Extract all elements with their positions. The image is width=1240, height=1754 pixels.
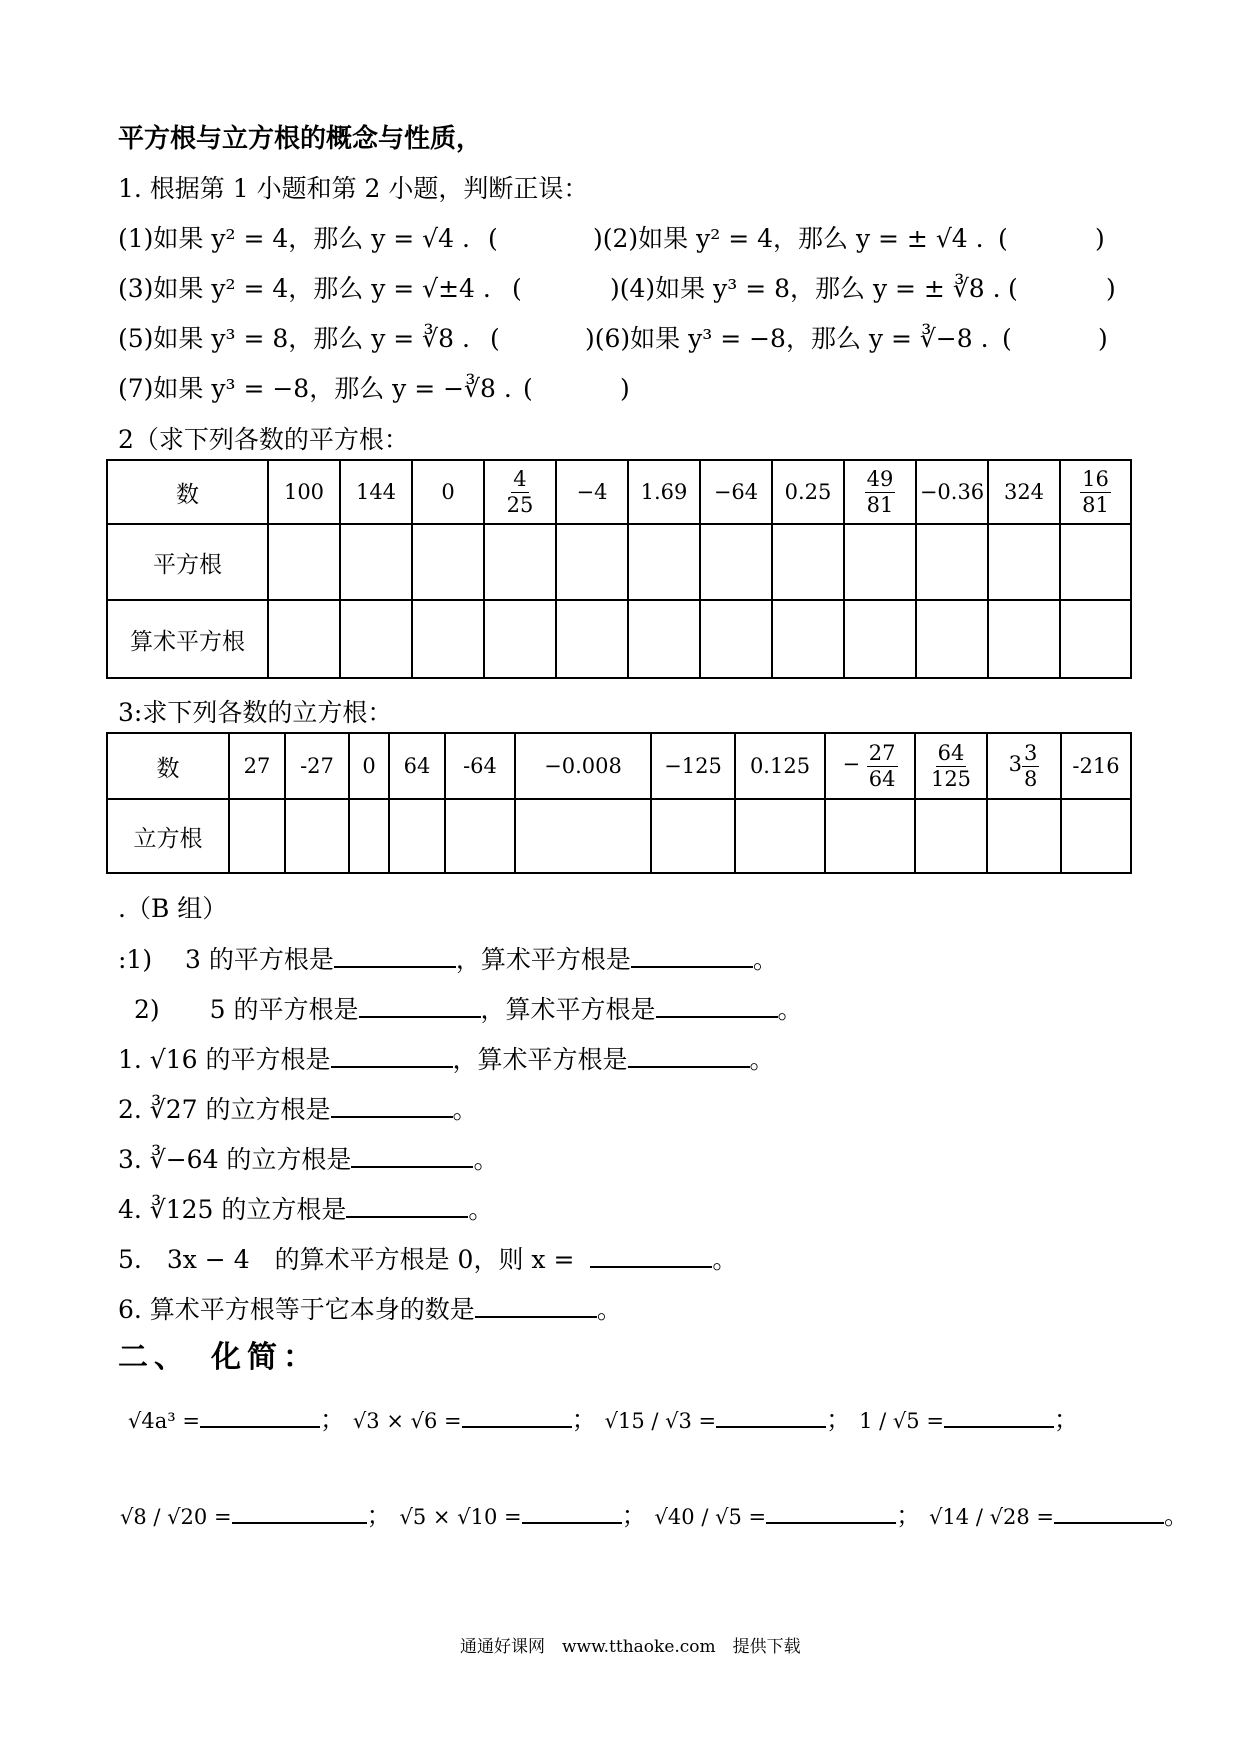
q1-item-1: (1)如果 y² = 4，那么 y = √4 . <box>118 224 470 253</box>
expression: 1 / √5 = <box>859 1409 944 1433</box>
answer-cell[interactable] <box>484 600 556 678</box>
answer-cell[interactable] <box>844 524 916 600</box>
fraction: $\frac{64}{125}$ <box>930 741 972 791</box>
b-problem-1: 1. √16 的平方根是 ，算术平方根是 。 <box>118 1045 775 1074</box>
number-cell: −4 <box>556 460 628 524</box>
answer-cell[interactable] <box>340 524 412 600</box>
cube-root-table <box>106 732 1132 874</box>
table-row <box>107 733 1131 799</box>
row-header: 立方根 <box>107 799 229 873</box>
answer-cell[interactable] <box>556 524 628 600</box>
b-question-1: :1) 3 的平方根是 ，算术平方根是 。 <box>118 945 778 974</box>
b-problem-4: 4. ∛125 的立方根是 。 <box>118 1195 494 1224</box>
answer-cell[interactable] <box>700 600 772 678</box>
q1-paren-3-open: ( <box>512 274 522 303</box>
answer-cell[interactable] <box>340 600 412 678</box>
answer-cell[interactable] <box>412 600 484 678</box>
number-cell: 64 <box>389 733 445 799</box>
answer-blank[interactable] <box>766 1500 896 1524</box>
answer-blank[interactable] <box>590 1244 712 1268</box>
q1-paren-5-open: ( <box>490 324 500 353</box>
q1-item-6: )(6)如果 y³ = −8，那么 y = ∛−8 . <box>585 324 989 353</box>
answer-cell[interactable] <box>484 524 556 600</box>
q1-paren-4-close: ) <box>1106 274 1116 303</box>
answer-cell[interactable] <box>988 524 1060 600</box>
number-cell: 0.25 <box>772 460 844 524</box>
q1-item-5: (5)如果 y³ = 8，那么 y = ∛8 . <box>118 324 470 353</box>
q1-item-4: )(4)如果 y³ = 8，那么 y = ± ∛8 . <box>610 274 1001 303</box>
q1-item-7: (7)如果 y³ = −8，那么 y = −∛8 . <box>118 374 512 403</box>
number-cell: 0 <box>349 733 389 799</box>
answer-cell[interactable] <box>988 600 1060 678</box>
answer-blank[interactable] <box>334 944 456 968</box>
answer-cell[interactable] <box>772 524 844 600</box>
b-problem-5: 5. 3x − 4 的算术平方根是 0，则 x = 。 <box>118 1245 738 1274</box>
answer-cell[interactable] <box>1060 524 1131 600</box>
number-cell: -27 <box>285 733 349 799</box>
answer-cell[interactable] <box>987 799 1061 873</box>
number-cell: −125 <box>651 733 735 799</box>
answer-blank[interactable] <box>200 1404 320 1428</box>
answer-blank[interactable] <box>462 1404 572 1428</box>
answer-blank[interactable] <box>475 1294 597 1318</box>
row-header: 算术平方根 <box>107 600 268 678</box>
table-row <box>107 460 1131 524</box>
fraction: $\frac{16}{81}$ <box>1082 467 1109 517</box>
number-cell: -64 <box>445 733 515 799</box>
expression: √40 / √5 = <box>654 1505 767 1529</box>
fraction: $\frac{4}{25}$ <box>506 467 534 517</box>
table-row <box>107 600 1131 678</box>
number-cell: −0.008 <box>515 733 651 799</box>
number-cell <box>1060 460 1131 524</box>
answer-blank[interactable] <box>628 1044 750 1068</box>
q1-intro: 1. 根据第 1 小题和第 2 小题，判断正误： <box>118 174 589 203</box>
number-cell: 100 <box>268 460 340 524</box>
answer-cell[interactable] <box>825 799 915 873</box>
answer-cell[interactable] <box>916 524 988 600</box>
answer-cell[interactable] <box>1061 799 1131 873</box>
simplify-row-2: √8 / √20 = ； √5 × √10 = ； √40 / √5 = ； √14 / √28 = 。 <box>120 1501 1189 1530</box>
q1-paren-2-close: ) <box>1095 224 1105 253</box>
number-cell: 27 <box>229 733 285 799</box>
fraction: $\frac{49}{81}$ <box>866 467 894 517</box>
answer-blank[interactable] <box>351 1144 473 1168</box>
answer-cell[interactable] <box>915 799 987 873</box>
number-cell: 144 <box>340 460 412 524</box>
q1-paren-2-open: ( <box>998 224 1008 253</box>
row-header: 数 <box>107 460 268 524</box>
expression: √15 / √3 = <box>604 1409 717 1433</box>
answer-blank[interactable] <box>522 1500 622 1524</box>
answer-cell[interactable] <box>285 799 349 873</box>
fraction: $\frac{3}{8}$ <box>1024 741 1038 791</box>
expression: √14 / √28 = <box>929 1505 1054 1529</box>
answer-cell[interactable] <box>628 600 700 678</box>
answer-cell[interactable] <box>268 524 340 600</box>
answer-blank[interactable] <box>631 944 753 968</box>
answer-cell[interactable] <box>229 799 285 873</box>
b-problem-2: 2. ∛27 的立方根是 。 <box>118 1095 478 1124</box>
answer-cell[interactable] <box>349 799 389 873</box>
b-problem-3: 3. ∛−64 的立方根是 。 <box>118 1145 499 1174</box>
answer-cell[interactable] <box>1060 600 1131 678</box>
expression: √8 / √20 = <box>120 1505 232 1529</box>
square-root-table <box>106 459 1132 679</box>
b-question-2: 2) 5 的平方根是 ，算术平方根是 。 <box>134 995 803 1024</box>
answer-cell[interactable] <box>700 524 772 600</box>
section-2-title: 二、 化简： <box>118 1340 319 1375</box>
number-cell: 3 $\frac{3}{8}$ <box>987 733 1061 799</box>
b-problem-6: 6. 算术平方根等于它本身的数是 。 <box>118 1295 622 1324</box>
answer-blank[interactable] <box>656 994 778 1018</box>
expression: √3 × √6 = <box>352 1409 462 1433</box>
answer-cell[interactable] <box>515 799 651 873</box>
number-cell: 1.69 <box>628 460 700 524</box>
row-header: 数 <box>107 733 229 799</box>
group-b-heading: .（B 组） <box>118 894 228 923</box>
answer-blank[interactable] <box>1054 1500 1164 1524</box>
q1-paren-7-open: ( <box>523 374 533 403</box>
answer-cell[interactable] <box>412 524 484 600</box>
q1-paren-6-close: ) <box>1098 324 1108 353</box>
q1-item-2: )(2)如果 y² = 4，那么 y = ± √4 . <box>593 224 984 253</box>
answer-cell[interactable] <box>735 799 825 873</box>
number-cell: − $\frac{27}{64}$ <box>825 733 915 799</box>
answer-cell[interactable] <box>772 600 844 678</box>
fraction: $\frac{27}{64}$ <box>868 741 896 791</box>
q1-paren-7-close: ) <box>620 374 630 403</box>
answer-blank[interactable] <box>716 1404 826 1428</box>
number-cell <box>844 460 916 524</box>
number-cell: 0.125 <box>735 733 825 799</box>
answer-cell[interactable] <box>268 600 340 678</box>
answer-blank[interactable] <box>331 1044 453 1068</box>
expression: √4a³ = <box>128 1409 200 1433</box>
answer-cell[interactable] <box>389 799 445 873</box>
footer-text: 通通好课网 www.tthaoke.com 提供下载 <box>460 1637 801 1657</box>
q1-paren-6-open: ( <box>1002 324 1012 353</box>
answer-cell[interactable] <box>445 799 515 873</box>
page-title: 平方根与立方根的概念与性质， <box>118 124 483 154</box>
number-cell <box>915 733 987 799</box>
q3-intro: 3:求下列各数的立方根： <box>118 698 393 727</box>
number-cell: −64 <box>700 460 772 524</box>
number-cell: −0.36 <box>916 460 988 524</box>
answer-blank[interactable] <box>346 1194 468 1218</box>
answer-cell[interactable] <box>556 600 628 678</box>
number-cell <box>484 460 556 524</box>
number-cell: 0 <box>412 460 484 524</box>
answer-cell[interactable] <box>628 524 700 600</box>
table-row <box>107 524 1131 600</box>
answer-blank[interactable] <box>944 1404 1054 1428</box>
number-cell: -216 <box>1061 733 1131 799</box>
expression: √5 × √10 = <box>399 1505 522 1529</box>
simplify-row-1: √4a³ = ； √3 × √6 = ； √15 / √3 = ； 1 / √5 = ； <box>128 1405 1079 1434</box>
q1-paren-1-open: ( <box>488 224 498 253</box>
answer-blank[interactable] <box>359 994 481 1018</box>
answer-cell[interactable] <box>916 600 988 678</box>
answer-blank[interactable] <box>331 1094 453 1118</box>
q1-paren-4-open: ( <box>1008 274 1018 303</box>
answer-blank[interactable] <box>232 1500 367 1524</box>
answer-cell[interactable] <box>844 600 916 678</box>
answer-cell[interactable] <box>651 799 735 873</box>
table-row <box>107 799 1131 873</box>
q1-item-3: (3)如果 y² = 4，那么 y = √±4 . <box>118 274 491 303</box>
row-header: 平方根 <box>107 524 268 600</box>
q2-intro: 2（求下列各数的平方根： <box>118 425 409 454</box>
number-cell: 324 <box>988 460 1060 524</box>
